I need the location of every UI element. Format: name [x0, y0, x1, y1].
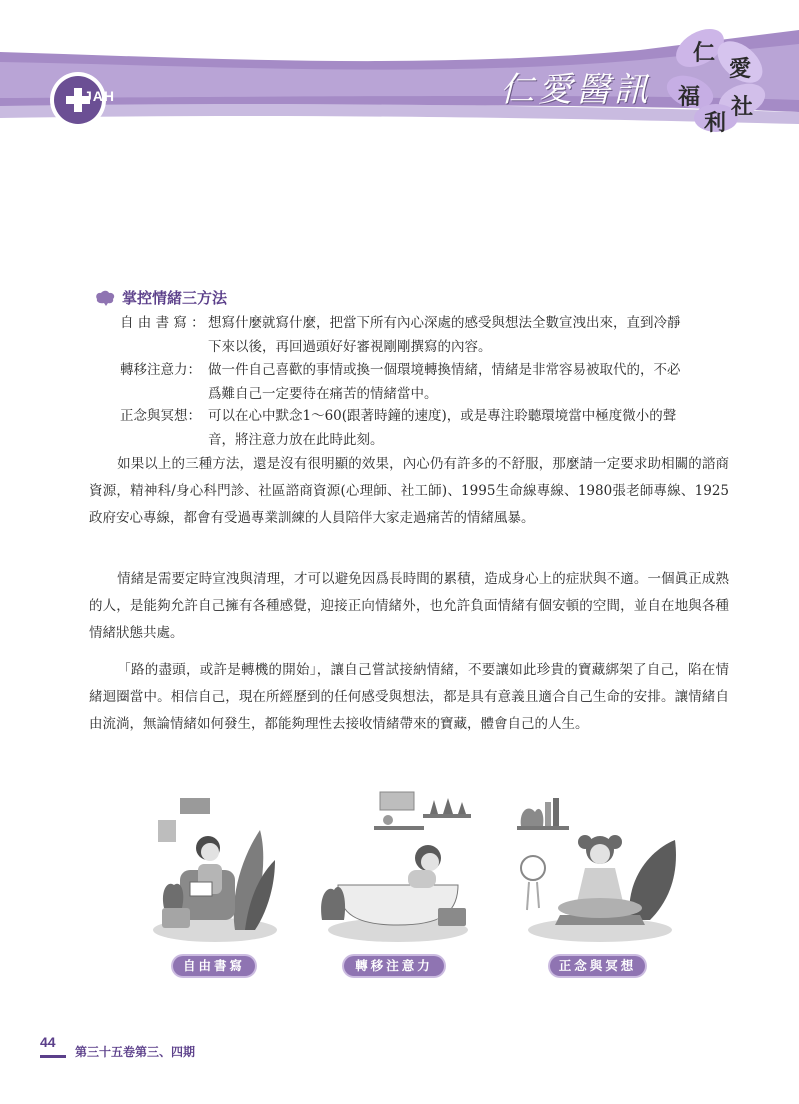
- page-number: 44: [40, 1034, 56, 1050]
- paragraph-release: [89, 566, 729, 647]
- method-desc-line: 想寫什麼就寫什麼，把當下所有內心深處的感受與想法全數宣洩出來，直到冷靜: [208, 315, 681, 331]
- petal-char-ai: 愛: [729, 56, 752, 82]
- paragraph-text: 情緒是需要定時宣洩與清理，才可以避免因爲長時間的累積，造成身心上的症狀與不適。一個眞正成熟的人，是能夠允許自己擁有各種感覺，迎接正向情緒外，也允許負面情緒有個安頓的空間，並自在地與各種情緒狀態共處。: [89, 571, 729, 641]
- petal-char-li: 利: [704, 110, 727, 136]
- shift-attention-illustration: [318, 790, 478, 945]
- method-term: 自 由 書 寫 ：: [120, 315, 205, 331]
- logo-text: JAH: [84, 88, 116, 104]
- method-shift-attention: [120, 358, 732, 402]
- label-mindfulness: 正念與冥想: [550, 956, 645, 976]
- method-desc-line: 音，將注意力放在此時此刻。: [208, 432, 384, 448]
- free-writing-illustration: [150, 790, 280, 945]
- issue-label: 第三十五卷第三、四期: [75, 1045, 196, 1059]
- petal-char-fu: 福: [678, 84, 701, 110]
- method-term: 正念與冥想：: [120, 408, 201, 424]
- petal-char-ren: 仁: [693, 40, 716, 66]
- method-free-writing: [120, 311, 732, 355]
- section-heading: [94, 287, 227, 308]
- paragraph-closing: [89, 657, 729, 738]
- paragraph-resources: [89, 451, 729, 532]
- label-free-writing: 自由書寫: [173, 956, 255, 976]
- method-desc-line: 做一件自己喜歡的事情或換一個環境轉換情緒，情緒是非常容易被取代的，不必: [208, 362, 681, 378]
- mindfulness-illustration: [515, 790, 685, 945]
- method-term: 轉移注意力：: [120, 362, 201, 378]
- paragraph-text: 「路的盡頭，或許是轉機的開始」，讓自己嘗試接納情緒，不要讓如此珍貴的寶藏綁架了自己，陷在情緒迴圈當中。相信自己，現在所經歷到的任何感受與想法，都是具有意義且適合自己生命的安排。讓情緒自由流淌，無論情緒如何發生，都能夠理性去接收情緒帶來的寶藏，體會自己的人生。: [89, 662, 729, 732]
- label-shift-attention: 轉移注意力: [344, 956, 444, 976]
- method-desc-line: 爲難自己一定要待在痛苦的情緒當中。: [208, 386, 438, 402]
- petal-char-she: 社: [731, 94, 754, 120]
- paragraph-text: 如果以上的三種方法，還是沒有很明顯的效果，內心仍有許多的不舒服，那麼請一定要求助相關的諮商資源，精神科/身心科門診、社區諮商資源(心理師、社工師)、1995生命線專線、1980張老師專線、1925政府安心專線，都會有受過專業訓練的人員陪伴大家走過痛苦的情緒風暴。: [89, 456, 729, 526]
- footer-underline: [40, 1055, 66, 1058]
- brain-icon: [94, 290, 116, 306]
- magazine-title: 仁愛醫訊: [500, 70, 652, 110]
- section-heading-text: 掌控情緒三方法: [122, 289, 228, 307]
- method-mindfulness: [120, 404, 732, 448]
- method-desc-line: 下來以後，再回過頭好好審視剛剛撰寫的內容。: [208, 339, 492, 355]
- method-desc-line: 可以在心中默念1～60(跟著時鐘的速度)，或是專注聆聽環境當中極度微小的聲: [208, 408, 677, 424]
